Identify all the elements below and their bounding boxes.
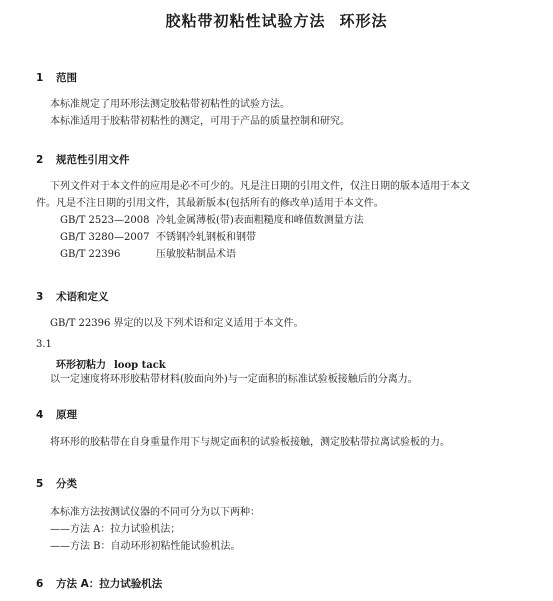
reference-item: [60, 231, 256, 244]
section-title: 术语和定义: [56, 291, 109, 303]
section-number: 1: [36, 72, 44, 84]
section-1-paragraph: 本标准适用于胶粘带初粘性的测定，可用于产品的质量控制和研究。: [50, 116, 350, 127]
term-heading: [56, 356, 166, 371]
section-title: 规范性引用文件: [56, 154, 130, 166]
reference-item: [60, 248, 236, 261]
section-title: 分类: [56, 478, 77, 490]
reference-title: 压敏胶粘制品术语: [156, 249, 236, 260]
section-5-paragraph: 本标准方法按测试仪器的不同可分为以下两种：: [50, 507, 260, 518]
reference-item: [60, 214, 364, 227]
list-item: ——方法 B：自动环形初粘性能试验机法。: [50, 541, 241, 552]
reference-code: GB/T 2523—2008: [60, 215, 150, 226]
section-2-paragraph: 件。凡是不注日期的引用文件，其最新版本(包括所有的修改单)适用于本文件。: [36, 198, 384, 209]
section-6-heading: [36, 576, 162, 591]
section-3-paragraph: GB/T 22396 界定的以及下列术语和定义适用于本文件。: [50, 318, 304, 329]
section-number: 2: [36, 154, 44, 166]
section-number: 3: [36, 291, 44, 303]
term-english: loop tack: [114, 360, 166, 371]
reference-code: GB/T 22396: [60, 249, 121, 260]
section-title: 原理: [56, 409, 77, 421]
section-2-paragraph: 下列文件对于本文件的应用是必不可少的。凡是注日期的引用文件，仅注日期的版本适用于本文: [50, 181, 470, 192]
title-sub: 环形法: [339, 12, 388, 30]
reference-title: 不锈钢冷轧钢板和钢带: [156, 232, 256, 243]
section-1-heading: [36, 70, 77, 85]
term-definition: 以一定速度将环形胶粘带材料(胶面向外)与一定面积的标准试验板接触后的分离力。: [50, 374, 418, 385]
section-2-heading: [36, 152, 130, 167]
document-title: [0, 10, 553, 31]
section-3-heading: [36, 289, 109, 304]
section-number: 5: [36, 478, 44, 490]
term-chinese: 环形初粘力: [56, 360, 106, 371]
section-number: 6: [36, 578, 44, 590]
reference-code: GB/T 3280—2007: [60, 232, 150, 243]
section-4-heading: [36, 407, 77, 422]
section-number: 4: [36, 409, 44, 421]
list-item: ——方法 A：拉力试验机法；: [50, 524, 181, 535]
term-number: 3.1: [36, 339, 52, 350]
section-title: 方法 A：拉力试验机法: [56, 578, 163, 590]
title-main: 胶粘带初粘性试验方法: [165, 12, 326, 30]
section-5-heading: [36, 476, 77, 491]
section-4-paragraph: 将环形的胶粘带在自身重量作用下与规定面积的试验板接触，测定胶粘带拉离试验板的力。: [50, 437, 450, 448]
reference-title: 冷轧金属薄板(带)表面粗糙度和峰值数测量方法: [156, 215, 364, 226]
section-title: 范围: [56, 72, 77, 84]
section-1-paragraph: 本标准规定了用环形法测定胶粘带初粘性的试验方法。: [50, 99, 290, 110]
